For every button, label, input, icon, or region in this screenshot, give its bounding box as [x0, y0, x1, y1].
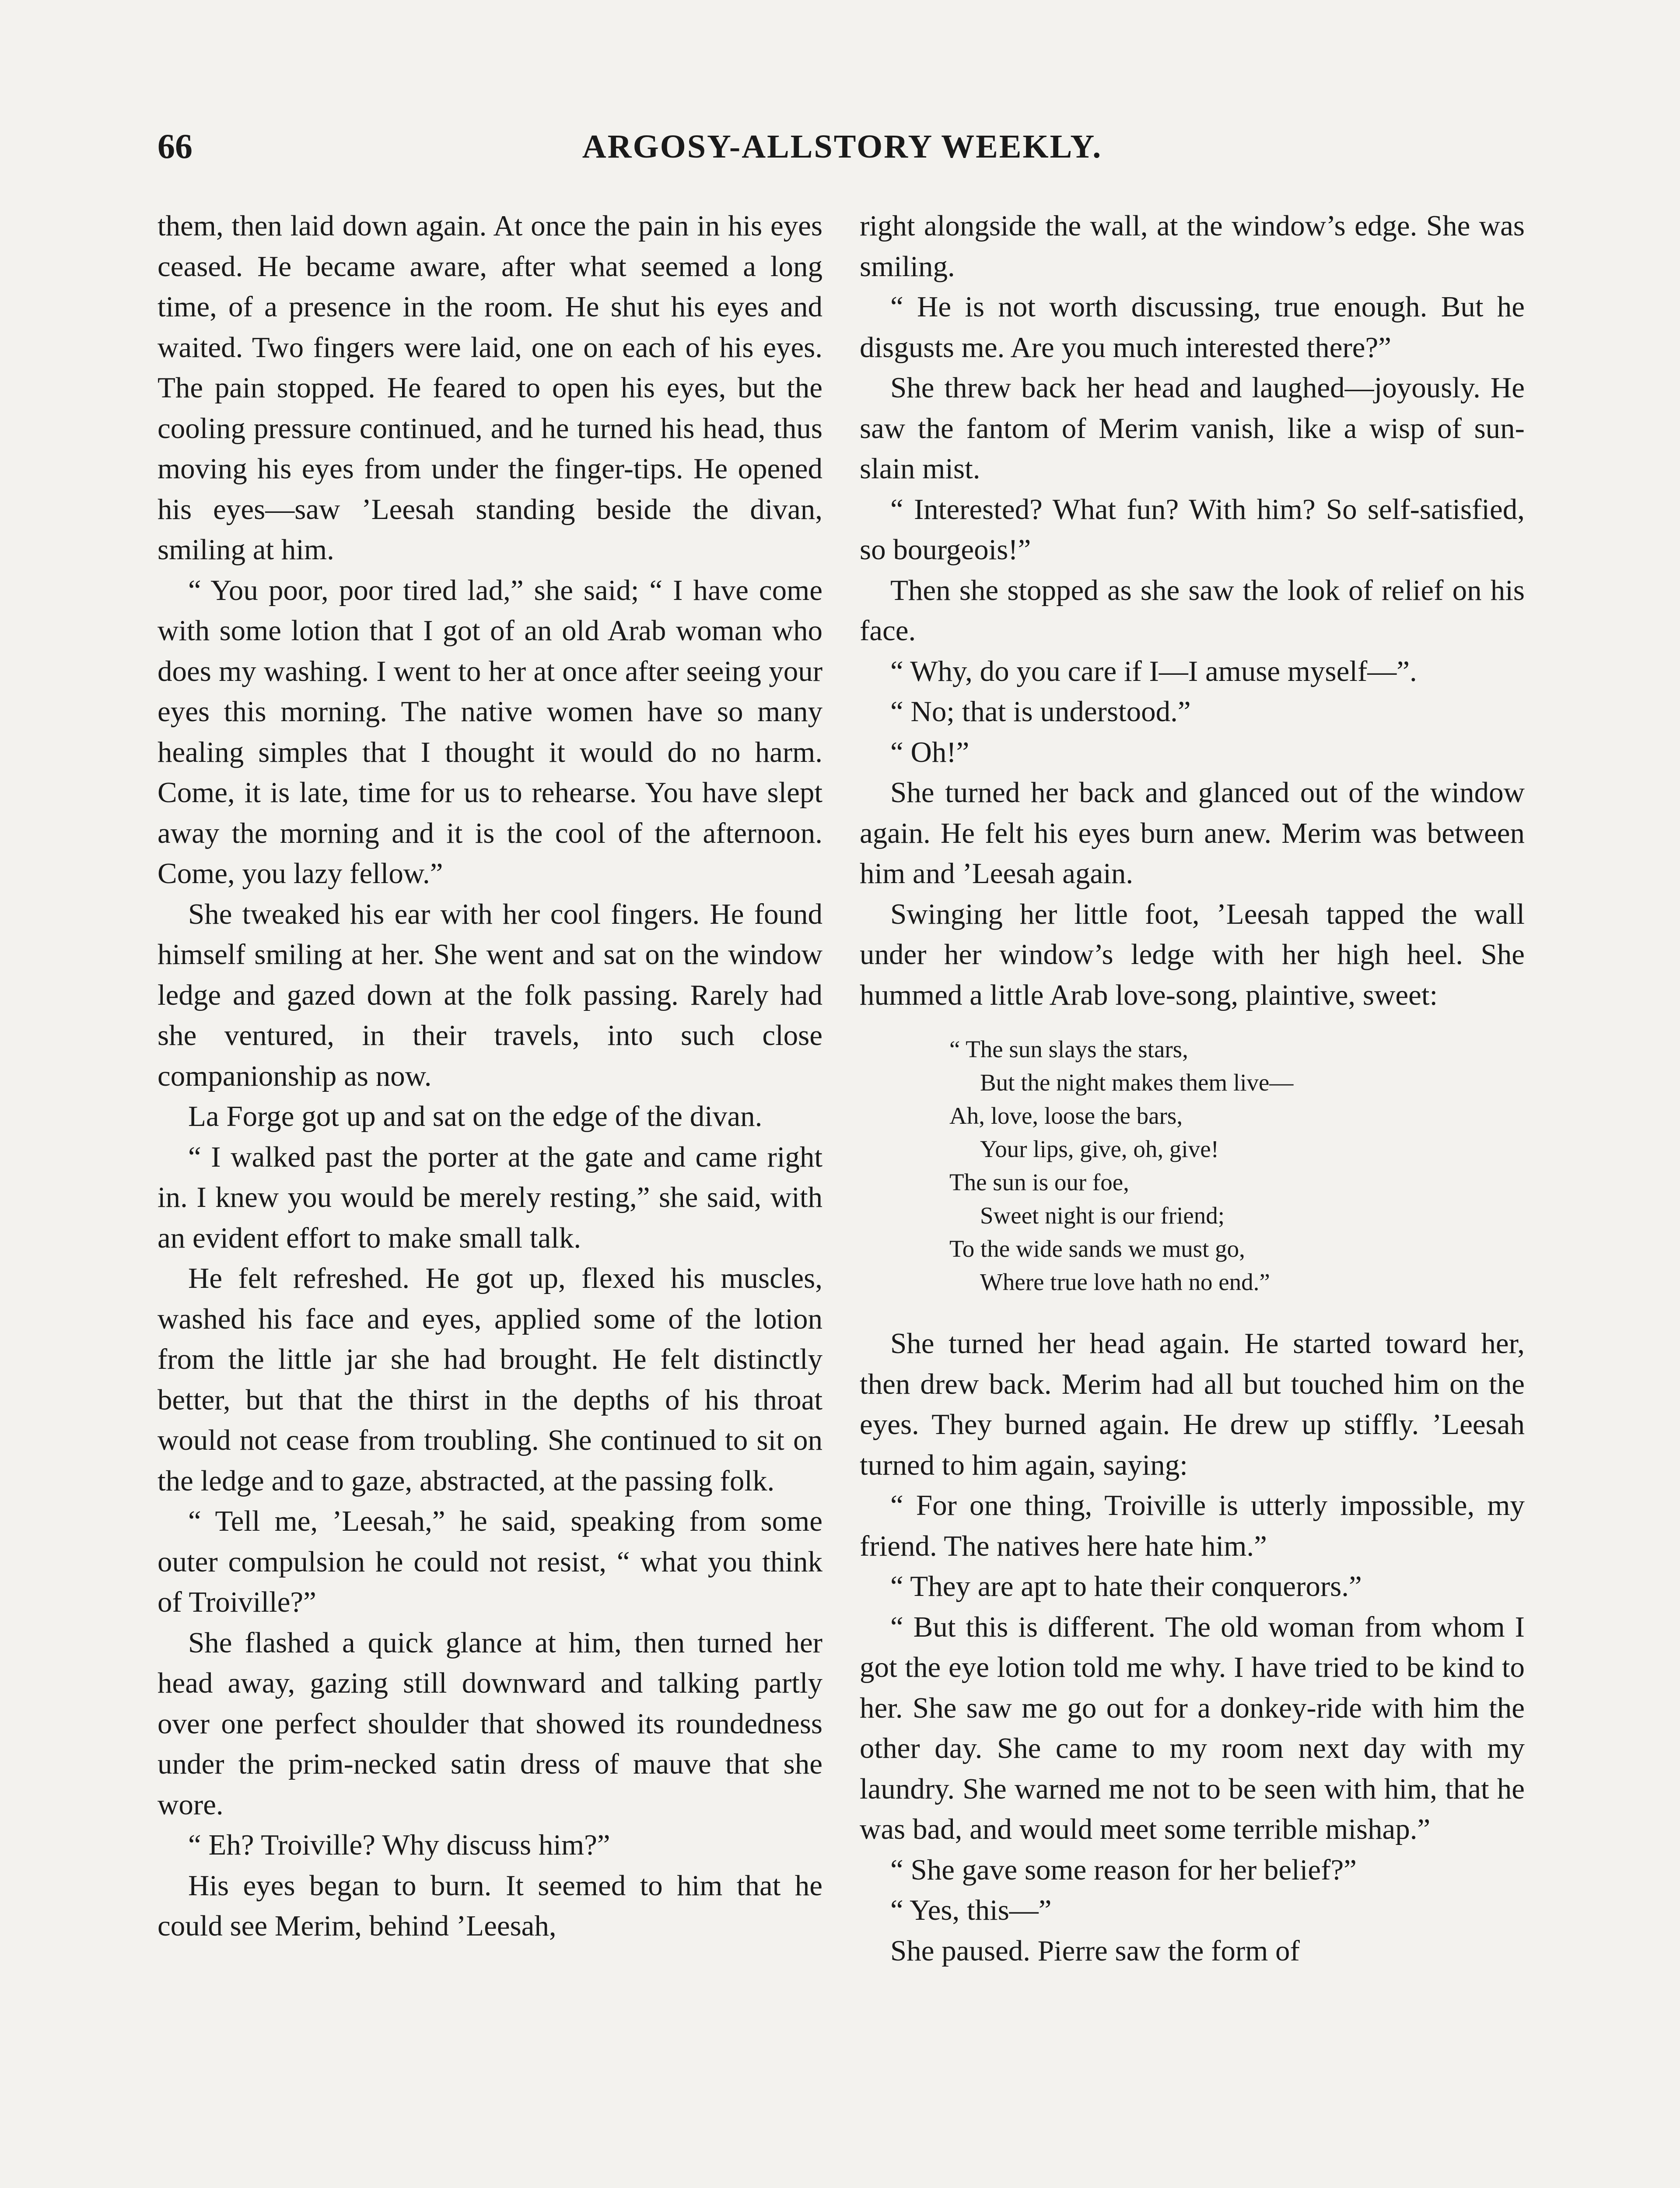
paragraph: She tweaked his ear with her cool fingers. He found himself smiling at her. She went and sat on the window ledge and gazed down at the folk passing. Rarely had she ventured, in their travels, into such close companionship as now. — [158, 898, 822, 1092]
right-column — [860, 206, 1525, 1971]
paragraph: “ Tell me, ’Leesah,” he said, speaking from some outer compulsion he could not resist, “ what you think of Troiville?” — [158, 1505, 822, 1618]
left-column — [158, 206, 822, 1946]
paragraph: She turned her back and glanced out of the window again. He felt his eyes burn anew. Merim was between him and ’Leesah again. — [860, 776, 1525, 890]
verse-line: “ The sun slays the stars, — [949, 1036, 1188, 1062]
paragraph: She paused. Pierre saw the form of — [890, 1934, 1300, 1967]
paragraph: Swinging her little foot, ’Leesah tapped the wall under her window’s ledge with her high heel. She hummed a little Arab love-song, plaintive, sweet: — [860, 898, 1525, 1011]
paragraph: “ No; that is understood.” — [890, 695, 1191, 728]
verse-line: To the wide sands we must go, — [949, 1235, 1245, 1262]
paragraph: Then she stopped as she saw the look of relief on his face. — [860, 574, 1525, 647]
paragraph: “ Oh!” — [890, 736, 970, 768]
paragraph: La Forge got up and sat on the edge of the divan. — [188, 1100, 763, 1133]
paragraph: right alongside the wall, at the window’s edge. She was smiling. — [860, 210, 1525, 283]
paragraph: “ Interested? What fun? With him? So self-satisfied, so bourgeois!” — [860, 493, 1525, 566]
song-verse — [949, 1033, 1525, 1299]
paragraph: “ They are apt to hate their conquerors.” — [890, 1570, 1362, 1602]
verse-line: Your lips, give, oh, give! — [980, 1136, 1219, 1162]
paragraph: “ But this is different. The old woman from whom I got the eye lotion told me why. I have tried to be kind to her. She saw me go out for a donkey-ride with him the other day. She came to my room next day with my laundry. She warned me not to be seen with him, that he was bad, and would meet some terrible mishap.” — [860, 1610, 1525, 1845]
verse-line: Ah, love, loose the bars, — [949, 1102, 1183, 1129]
running-title: ARGOSY-ALLSTORY WEEKLY. — [582, 128, 1102, 165]
paragraph: She turned her head again. He started toward her, then drew back. Merim had all but touched him on the eyes. They burned again. He drew up stiffly. ’Leesah turned to him again, saying: — [860, 1327, 1525, 1481]
verse-line: The sun is our foe, — [949, 1169, 1129, 1196]
paragraph: “ You poor, poor tired lad,” she said; “ I have come with some lotion that I got of an old Arab woman who does my washing. I went to her at once after seeing your eyes this morning. The native women have so many healing simples that I thought it would do no harm. Come, it is late, time for us to rehearse. You have slept away the morning and it is the cool of the afternoon. Come, you lazy fellow.” — [158, 574, 822, 890]
page-number: 66 — [158, 127, 192, 166]
paragraph: “ Yes, this—” — [890, 1894, 1052, 1926]
page-header — [158, 123, 1527, 175]
paragraph: His eyes began to burn. It seemed to him that he could see Merim, behind ’Leesah, — [158, 1869, 822, 1942]
paragraph: “ Why, do you care if I—I amuse myself—”. — [890, 655, 1417, 687]
paragraph: “ For one thing, Troiville is utterly impossible, my friend. The natives here hate him.” — [860, 1489, 1525, 1562]
paragraph: them, then laid down again. At once the pain in his eyes ceased. He became aware, after what seemed a long time, of a presence in the room. He shut his eyes and waited. Two fingers were laid, one on each of his eyes. The pain stopped. He feared to open his eyes, but the cooling pressure continued, and he turned his head, thus moving his eyes from under the finger-tips. He opened his eyes—saw ’Leesah standing beside the divan, smiling at him. — [158, 210, 822, 566]
paragraph: She threw back her head and laughed—joyously. He saw the fantom of Merim vanish, like a wisp of sun-slain mist. — [860, 372, 1525, 485]
paragraph: She flashed a quick glance at him, then turned her head away, gazing still downward and talking partly over one perfect shoulder that showed its roundedness under the prim-necked satin dress of mauve that she wore. — [158, 1626, 822, 1821]
paragraph: “ She gave some reason for her belief?” — [890, 1853, 1357, 1886]
paragraph: “ Eh? Troiville? Why discuss him?” — [188, 1829, 610, 1861]
paragraph: “ I walked past the porter at the gate and came right in. I knew you would be merely resting,” she said, with an evident effort to make small talk. — [158, 1140, 822, 1254]
verse-line: Sweet night is our friend; — [980, 1202, 1225, 1229]
verse-line: But the night makes them live— — [980, 1069, 1294, 1096]
paragraph: “ He is not worth discussing, true enough. But he disgusts me. Are you much interested there?” — [860, 291, 1525, 364]
verse-line: Where true love hath no end.” — [980, 1269, 1270, 1295]
paragraph: He felt refreshed. He got up, flexed his muscles, washed his face and eyes, applied some of the lotion from the little jar she had brought. He felt distinctly better, but that the thirst in the depths of his throat would not cease from troubling. She continued to sit on the ledge and to gaze, abstracted, at the passing folk. — [158, 1262, 822, 1497]
